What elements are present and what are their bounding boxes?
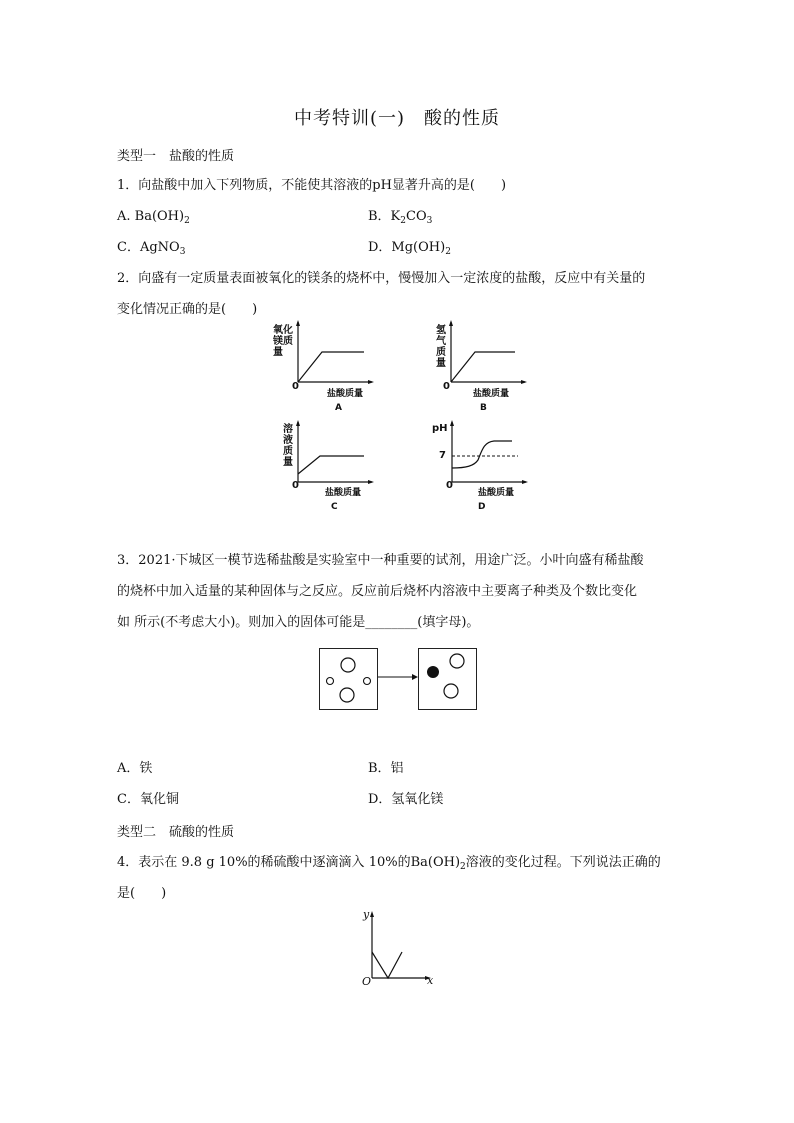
graph-c-axes [294, 420, 414, 490]
arrow-head [412, 674, 418, 680]
question-3-option-d: D．氢氧化镁 [368, 792, 444, 807]
graph-c-xlabel: 盐酸质量 [325, 488, 362, 498]
question-1-option-a: A. $Ba(OH)_2$ [117, 209, 190, 226]
ion-circle-small [364, 678, 371, 685]
graph-d-ylabel: pH [432, 423, 448, 434]
question-4-graph-origin: O [362, 975, 372, 988]
ion-circle-large [341, 658, 355, 672]
question-1-stem: 1．向盐酸中加入下列物质，不能使其溶液的pH显著升高的是( ) [117, 178, 507, 193]
graph-a-axes [294, 320, 414, 390]
graph-a-caption: A [335, 403, 342, 413]
question-4-line-1: 4．表示在 9.8 g 10%的稀硫酸中逐滴滴入 10%的$Ba(OH)_2$溶液的变化过程。下列说法正确的 [117, 855, 661, 872]
section-heading-sulfuric-acid: 类型二 硫酸的性质 [117, 825, 235, 840]
graph-d-ymark-7: 7 [439, 450, 446, 461]
section-heading-hydrochloric-acid: 类型一 盐酸的性质 [117, 149, 235, 164]
graph-b-xlabel: 盐酸质量 [473, 389, 510, 399]
graph-a-xlabel: 盐酸质量 [327, 389, 364, 399]
question-3-line-3: 如 所示(不考虑大小)。则加入的固体可能是________(填字母)。 [117, 615, 480, 630]
graph-b-origin: 0 [443, 381, 450, 392]
question-3-option-a: A．铁 [117, 761, 153, 776]
question-2-line-2: 变化情况正确的是( ) [117, 302, 258, 317]
graph-d-origin: 0 [446, 480, 453, 491]
question-1-option-c: C．AgNO$_3$ [117, 240, 186, 257]
graph-d-axes [448, 420, 568, 490]
graph-c-origin: 0 [292, 480, 299, 491]
ion-circle-large [450, 654, 464, 668]
graph-b-axes [447, 320, 567, 390]
ion-circle-small [327, 678, 334, 685]
graph-c-caption: C [331, 502, 338, 512]
graph-d-caption: D [478, 502, 486, 512]
graph-c-ylabel: 溶 液 质 量 [283, 424, 293, 468]
graph-b-caption: B [480, 403, 487, 413]
graph-a-ylabel: 氧化 镁质 量 [273, 325, 293, 358]
graph-b-ylabel: 氢 气 质 量 [436, 325, 446, 369]
question-2-line-1: 2．向盛有一定质量表面被氧化的镁条的烧杯中，慢慢加入一定浓度的盐酸，反应中有关量的 [117, 271, 646, 286]
ion-circle-large [340, 688, 354, 702]
question-4-graph-ylabel: y [363, 908, 370, 921]
ion-diagram-particles [318, 647, 518, 717]
question-1-option-b: B．$K_2CO_3$ [368, 209, 433, 226]
question-3-line-2: 的烧杯中加入适量的某种固体与之反应。反应前后烧杯内溶液中主要离子种类及个数比变化 [117, 584, 638, 599]
ion-circle-large [444, 684, 458, 698]
ion-circle-filled [427, 666, 439, 678]
question-4-graph-axes [366, 910, 456, 990]
question-1-option-d: D．$Mg(OH)_2$ [368, 240, 451, 257]
question-3-option-c: C．氧化铜 [117, 792, 179, 807]
question-3-line-1: 3．2021·下城区一模节选稀盐酸是实验室中一种重要的试剂，用途广泛。小叶向盛有稀盐酸 [117, 553, 644, 568]
question-3-option-b: B．铝 [368, 761, 404, 776]
page-title: 中考特训(一) 酸的性质 [293, 108, 501, 129]
graph-d-xlabel: 盐酸质量 [478, 488, 515, 498]
question-4-graph-xlabel: x [427, 974, 434, 987]
graph-a-origin: 0 [292, 381, 299, 392]
question-4-line-2: 是( ) [117, 886, 167, 901]
